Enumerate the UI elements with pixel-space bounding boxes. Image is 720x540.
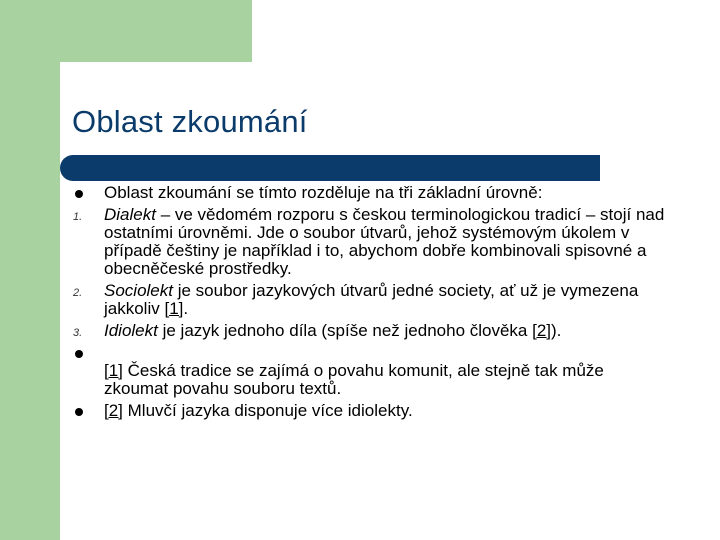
slide-title: Oblast zkoumání <box>72 104 308 139</box>
list-number: 3. <box>73 327 83 339</box>
slide-content <box>72 184 672 420</box>
list-item <box>72 282 672 318</box>
bullet-icon <box>72 344 98 362</box>
item-text-end: . <box>183 299 189 318</box>
footnote-text: Česká tradice se zajímá o povahu komunit, ale stejně tak může zkoumat povahu souboru textů. <box>104 361 604 398</box>
term-idiolekt: Idiolekt <box>104 321 158 340</box>
footnote-text: Mluvčí jazyka disponuje více idiolekty. <box>122 401 413 420</box>
item-text-end: ). <box>551 321 562 340</box>
footnote-item <box>72 362 672 398</box>
intro-text: Oblast zkoumání se tímto rozděluje na tři základní úrovně: <box>104 183 543 202</box>
bullet-icon <box>72 402 98 420</box>
list-number: 2. <box>73 287 83 299</box>
list-item <box>72 206 672 278</box>
footnote-item <box>72 402 672 420</box>
item-text: je jazyk jednoho díla (spíše než jednoho člověka <box>157 321 533 340</box>
footnote-ref-2[interactable]: [2] <box>104 401 123 420</box>
term-sociolekt: Sociolekt <box>104 281 173 300</box>
list-item <box>72 322 672 340</box>
item-text: – ve vědomém rozporu s českou terminologickou tradicí – stojí nad ostatními úrovněmi. Jde o soubor útvarů, jehož systémovým úkolem v případě češtiny je například i to, abychom dobře kombinovali spisovné a obecněčeské prostředky. <box>104 205 665 278</box>
term-dialekt: Dialekt <box>104 205 156 224</box>
bullet-icon <box>72 184 98 202</box>
list-item <box>72 344 672 362</box>
item-text: je soubor jazykových útvarů jedné society, ať už je vymezena jakkoliv <box>104 281 639 318</box>
list-number: 1. <box>73 211 83 223</box>
footnote-ref-1[interactable]: [1] <box>104 361 123 380</box>
list-item <box>72 184 672 202</box>
footnote-link-1[interactable]: [1] <box>164 299 184 318</box>
title-underline-bar <box>60 155 600 181</box>
green-accent-left <box>0 0 60 540</box>
footnote-link-2[interactable]: [2] <box>532 321 552 340</box>
